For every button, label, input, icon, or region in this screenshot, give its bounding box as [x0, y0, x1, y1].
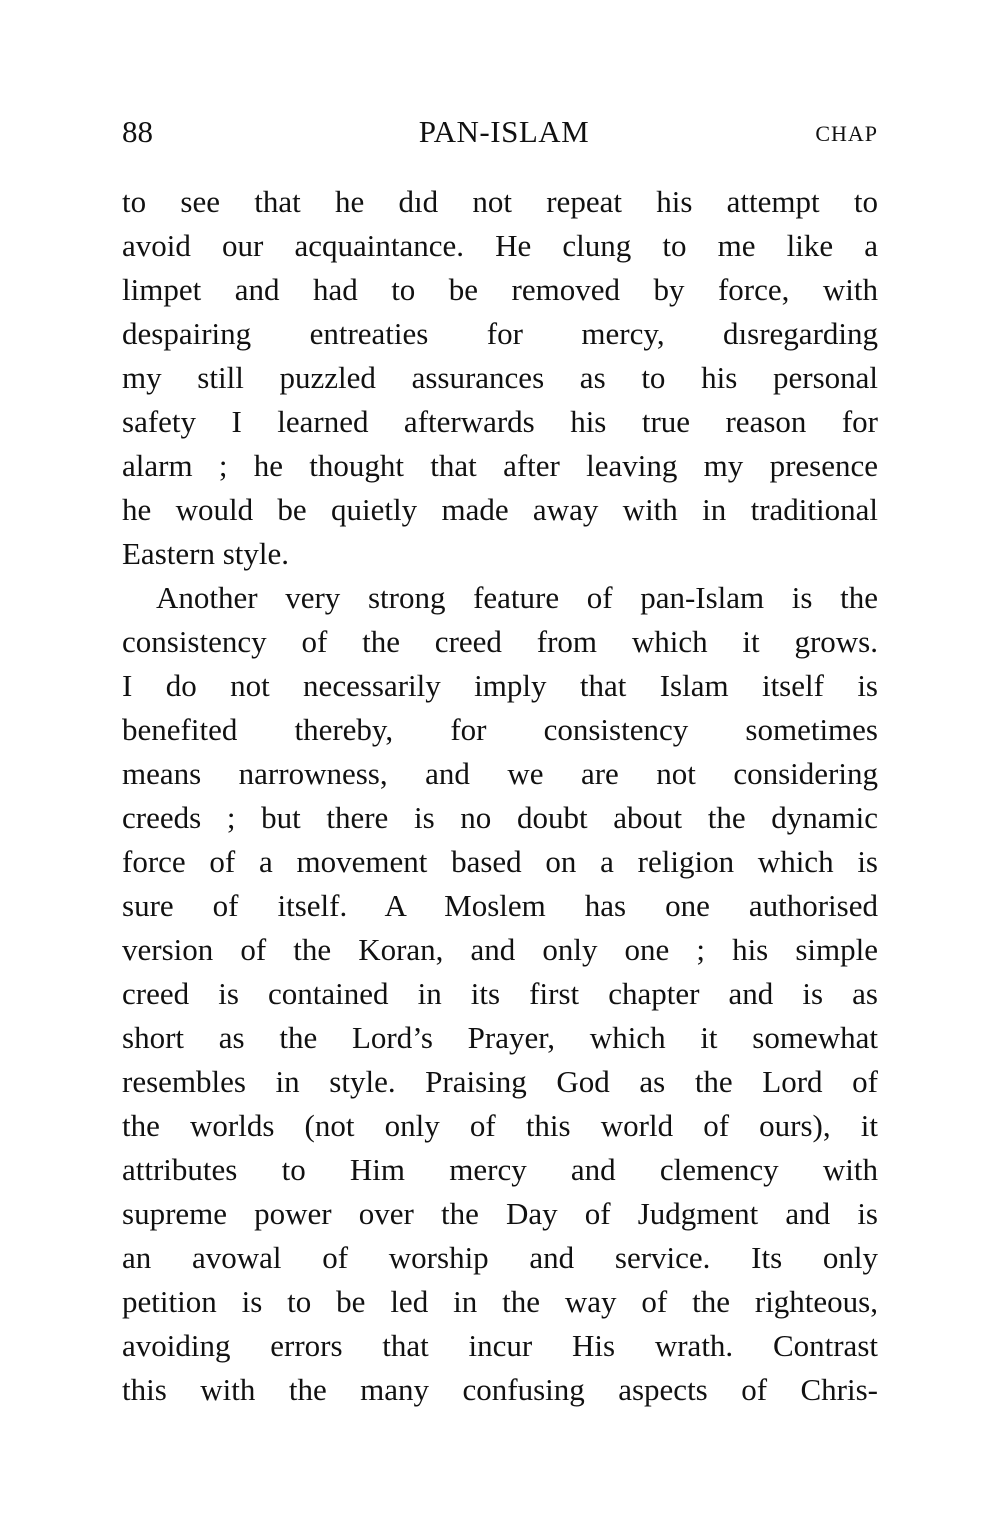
chapter-mark: CHAP	[815, 121, 878, 146]
text-line: I do not necessarily imply that Islam itself is	[122, 668, 878, 703]
text-line: petition is to be led in the way of the righteous,	[122, 1284, 878, 1319]
text-line: benefited thereby, for consistency sometimes	[122, 712, 878, 747]
text-line: creed is contained in its first chapter and is as	[122, 976, 878, 1011]
paragraph-end-line: Eastern style.	[122, 536, 290, 571]
text-line: creeds ; but there is no doubt about the dynamic	[122, 800, 878, 835]
text-line: the worlds (not only of this world of ours), it	[122, 1108, 878, 1143]
text-line: limpet and had to be removed by force, with	[122, 272, 878, 307]
running-head	[122, 112, 878, 152]
text-line: avoid our acquaintance. He clung to me like a	[122, 228, 878, 263]
text-line: short as the Lord’s Prayer, which it somewhat	[122, 1020, 878, 1055]
text-line: despairing entreaties for mercy, dısregarding	[122, 316, 878, 351]
text-line: he would be quietly made away with in traditional	[122, 492, 878, 527]
text-line: resembles in style. Praising God as the Lord of	[122, 1064, 878, 1099]
text-line: consistency of the creed from which it grows.	[122, 624, 878, 659]
page-number: 88	[122, 114, 153, 149]
text-line: supreme power over the Day of Judgment and is	[122, 1196, 878, 1231]
text-line: attributes to Him mercy and clemency with	[122, 1152, 878, 1187]
running-title: PAN-ISLAM	[418, 114, 590, 149]
paragraph-start-line: Another very strong feature of pan-Islam is the	[156, 580, 878, 615]
text-line: to see that he dıd not repeat his attempt to	[122, 184, 878, 219]
body-text	[122, 180, 878, 1412]
text-line: force of a movement based on a religion which is	[122, 844, 878, 879]
text-line: avoiding errors that incur His wrath. Contrast	[122, 1328, 878, 1363]
text-line: sure of itself. A Moslem has one authorised	[122, 888, 878, 923]
text-line: this with the many confusing aspects of Chris-	[122, 1372, 878, 1407]
text-line: means narrowness, and we are not considering	[122, 756, 878, 791]
text-line: my still puzzled assurances as to his personal	[122, 360, 878, 395]
text-line: version of the Koran, and only one ; his simple	[122, 932, 878, 967]
text-line: alarm ; he thought that after leaving my presence	[122, 448, 878, 483]
text-line: safety I learned afterwards his true reason for	[122, 404, 878, 439]
text-line: an avowal of worship and service. Its only	[122, 1240, 878, 1275]
